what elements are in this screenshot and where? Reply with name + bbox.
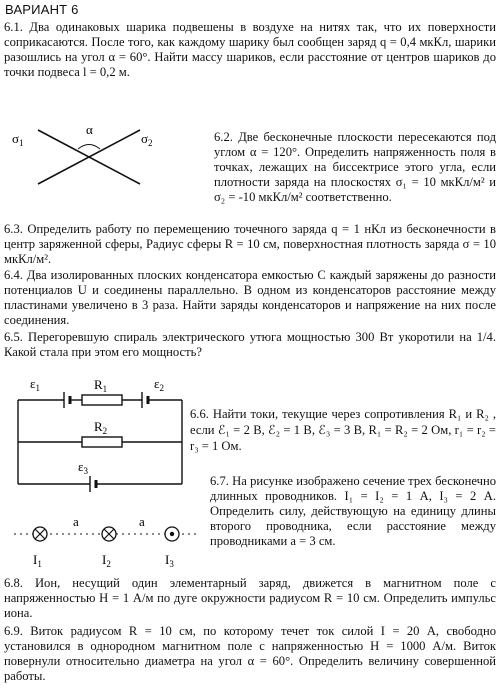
problem-6-2 bbox=[214, 130, 496, 205]
problem-6-1-text: 6.1. Два одинаковых шарика подвешены в воздухе на нитях так, что их поверхности соприкасаются. После того, как каждому шарику был сообщен заряд q = 0,4 мкКл, шарики разошлись на угол α = 60°. Найти массу шариков, если расстояние от центров шариков до точки подвеса l = 0,2 м. bbox=[4, 20, 496, 80]
problem-6-7-text: 6.7. На рисунке изображено сечение трех бесконечно длинных проводников. I₁ = I₂ = 1 А, I₃ = 2 А. Определить силу, действующую на единицу длины второго проводника, если расстояние между проводниками a = 3 см. bbox=[210, 474, 496, 549]
problem-6-2-text: 6.2. Две бесконечные плоскости пересекаются под углом α = 120°. Определить напряженность поля в точках, лежащих на биссектрисе этого угла, если плотности заряда на плоскостях σ₁ = 10 мкКл/м² и σ₂ = -10 мкКл/м² соответственно. bbox=[214, 130, 496, 205]
variant-title: ВАРИАНТ 6 bbox=[5, 2, 79, 17]
r1-label: $R_1$ bbox=[94, 377, 108, 394]
problem-6-6 bbox=[190, 406, 496, 454]
problem-6-3 bbox=[4, 222, 496, 267]
problem-6-9-text: 6.9. Виток радиусом R = 10 см, по которому течет ток силой I = 20 А, свободно установился в однородном магнитном поле с напряженностью H = 1000 А/м. Виток повернули относительно диаметра на угол α = 60°. Определить величину совершенной работы. bbox=[4, 624, 496, 684]
problem-6-8-text: 6.8. Ион, несущий один элементарный заряд, движется в магнитном поле с напряженностью H = 1 А/м по дуге окружности радиусом R = 10 см. Определить импульс иона. bbox=[4, 576, 496, 621]
e1-label: $\varepsilon_1$ bbox=[30, 376, 40, 393]
conductors-figure bbox=[0, 512, 205, 574]
conductor-3 bbox=[165, 527, 179, 541]
conductor-2 bbox=[102, 527, 116, 541]
circuit-figure bbox=[10, 372, 190, 494]
i3-label: $I_3$ bbox=[165, 552, 174, 569]
problem-6-9 bbox=[4, 624, 496, 684]
problem-6-7 bbox=[210, 474, 496, 549]
angle-arc bbox=[78, 145, 100, 150]
resistor-r1 bbox=[82, 395, 122, 405]
problem-6-3-text: 6.3. Определить работу по перемещению точечного заряда q = 1 нКл из бесконечности в центр заряженной сферы, Радиус сферы R = 10 см, поверхностная плотность заряда σ = 10 мкКл/м². bbox=[4, 222, 496, 267]
e2-label: $\varepsilon_2$ bbox=[154, 376, 164, 393]
resistor-r2 bbox=[82, 437, 122, 447]
r2-label: $R_2$ bbox=[94, 419, 108, 436]
alpha-label: α bbox=[86, 122, 93, 137]
problem-6-1 bbox=[4, 20, 496, 80]
distance-a2-label: a bbox=[139, 514, 145, 529]
e3-label: $\varepsilon_3$ bbox=[78, 459, 88, 476]
problem-6-4 bbox=[4, 268, 496, 328]
problem-6-4-text: 6.4. Два изолированных плоских конденсатора емкостью C каждый заряжены до разности потенциалов U и соединены параллельно. В одном из конденсаторов расстояние между пластинами увеличено в 3 раза. Найти заряды конденсаторов и напряжение на них после соединения. bbox=[4, 268, 496, 328]
problem-6-6-text: 6.6. Найти токи, текущие через сопротивления R₁ и R₂ , если ℰ₁ = 2 В, ℰ₂ = 1 В, ℰ₃ = 3 В, R₁ = R₂ = 2 Ом, r₁ = r₂ = r₃ = 1 Ом. bbox=[190, 407, 496, 453]
i1-label: $I_1$ bbox=[33, 552, 42, 569]
problem-6-5-text: 6.5. Перегоревшую спираль электрического утюга мощностью 300 Вт укоротили на 1/4. Какой стала при этом его мощность? bbox=[4, 330, 496, 360]
conductor-1 bbox=[33, 527, 47, 541]
planes-figure bbox=[0, 112, 200, 192]
distance-a1-label: a bbox=[73, 514, 79, 529]
i2-label: $I_2$ bbox=[102, 552, 111, 569]
sigma2-label: $\sigma_2$ bbox=[141, 131, 153, 148]
sigma1-label: $\sigma_1$ bbox=[12, 131, 24, 148]
problem-6-5 bbox=[4, 330, 496, 360]
problem-6-8 bbox=[4, 576, 496, 621]
